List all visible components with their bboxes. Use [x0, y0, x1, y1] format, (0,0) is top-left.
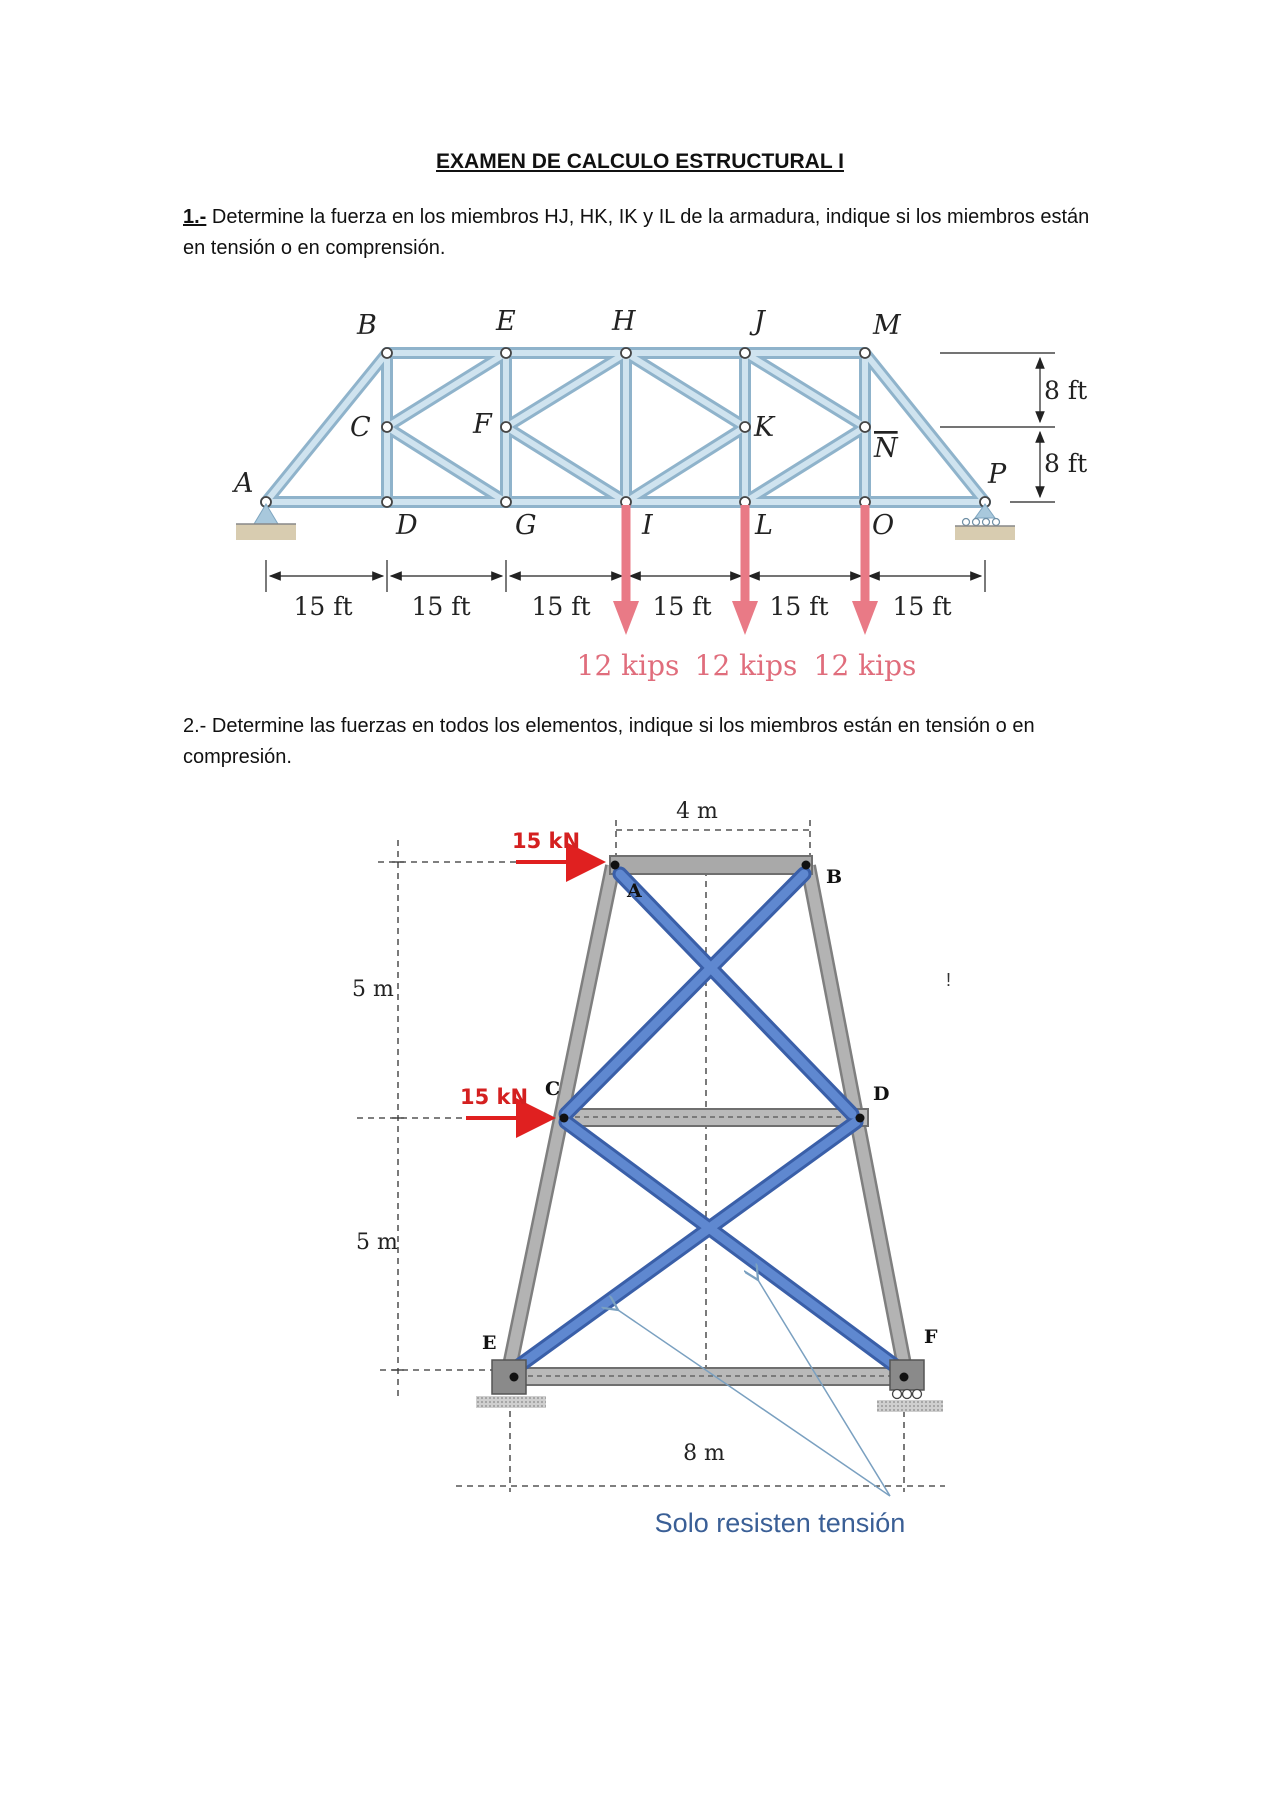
node-label-A: A [627, 880, 642, 902]
load-label-O: 12 kips [813, 649, 917, 682]
load-label-L: 12 kips [694, 649, 798, 682]
roller-support-P [955, 504, 1015, 540]
load-arrow-I-head [613, 601, 639, 635]
tower-figure-2 [0, 780, 1280, 1560]
load-arrow-O-head [852, 601, 878, 635]
span-label-5: 15 ft [769, 592, 829, 621]
node-label-O: O [872, 510, 895, 541]
node-label-H: H [612, 306, 636, 337]
height-label-2: 8 ft [1044, 449, 1088, 478]
load-label-I: 12 kips [576, 649, 680, 682]
annotation-leaders [618, 1280, 890, 1496]
question-2-text: Determine las fuerzas en todos los elementos, indique si los miembros están en tensión o en compresión. [183, 715, 1035, 768]
question-1 [183, 202, 1113, 264]
node-label-N: N [874, 433, 898, 464]
node-label-F: F [473, 409, 492, 440]
span-label-2: 15 ft [411, 592, 471, 621]
node-label-E: E [496, 306, 516, 337]
node-label-I: I [642, 510, 653, 541]
node-label-G: G [515, 510, 537, 541]
top-width-label: 4 m [676, 799, 718, 824]
load-arrow-L-head [732, 601, 758, 635]
question-1-text: Determine la fuerza en los miembros HJ, HK, IK y IL de la armadura, indique si los miembros están en tensión o en comprensión. [183, 206, 1090, 259]
height-label-lower: 5 m [356, 1230, 398, 1255]
node-label-D: D [873, 1083, 890, 1105]
exam-title: EXAMEN DE CALCULO ESTRUCTURAL I [436, 150, 844, 173]
node-label-A: A [234, 468, 254, 499]
span-label-3: 15 ft [531, 592, 591, 621]
height-label-upper: 5 m [352, 977, 394, 1002]
pin-support-A [236, 504, 296, 540]
node-label-C: C [545, 1078, 561, 1100]
node-label-P: P [988, 459, 1007, 490]
node-label-C: C [350, 412, 371, 443]
node-label-D: D [396, 510, 418, 541]
stray-mark: ! [946, 970, 952, 990]
load-label-A: 15 kN [512, 829, 581, 853]
node-label-B: B [826, 866, 843, 888]
question-2-number: 2.- [183, 715, 207, 737]
span-label-6: 15 ft [892, 592, 952, 621]
node-label-K: K [754, 412, 775, 443]
member-AB [610, 856, 812, 874]
node-label-B: B [357, 310, 377, 341]
horizontal-loads [466, 862, 598, 1118]
truss-figure-1 [0, 290, 1280, 690]
height-label-1: 8 ft [1044, 376, 1088, 405]
span-label-4: 15 ft [652, 592, 712, 621]
node-label-L: L [755, 510, 773, 541]
node-label-E: E [482, 1332, 497, 1354]
node-label-J: J [754, 306, 765, 337]
annotation-text: Solo resisten tensión [654, 1508, 906, 1538]
bottom-width-label: 8 m [683, 1441, 725, 1466]
question-2 [183, 711, 1113, 773]
load-label-C: 15 kN [460, 1085, 529, 1109]
question-1-number: 1.- [183, 206, 207, 228]
node-label-M: M [873, 310, 901, 341]
node-label-F: F [924, 1326, 938, 1348]
span-label-1: 15 ft [293, 592, 353, 621]
